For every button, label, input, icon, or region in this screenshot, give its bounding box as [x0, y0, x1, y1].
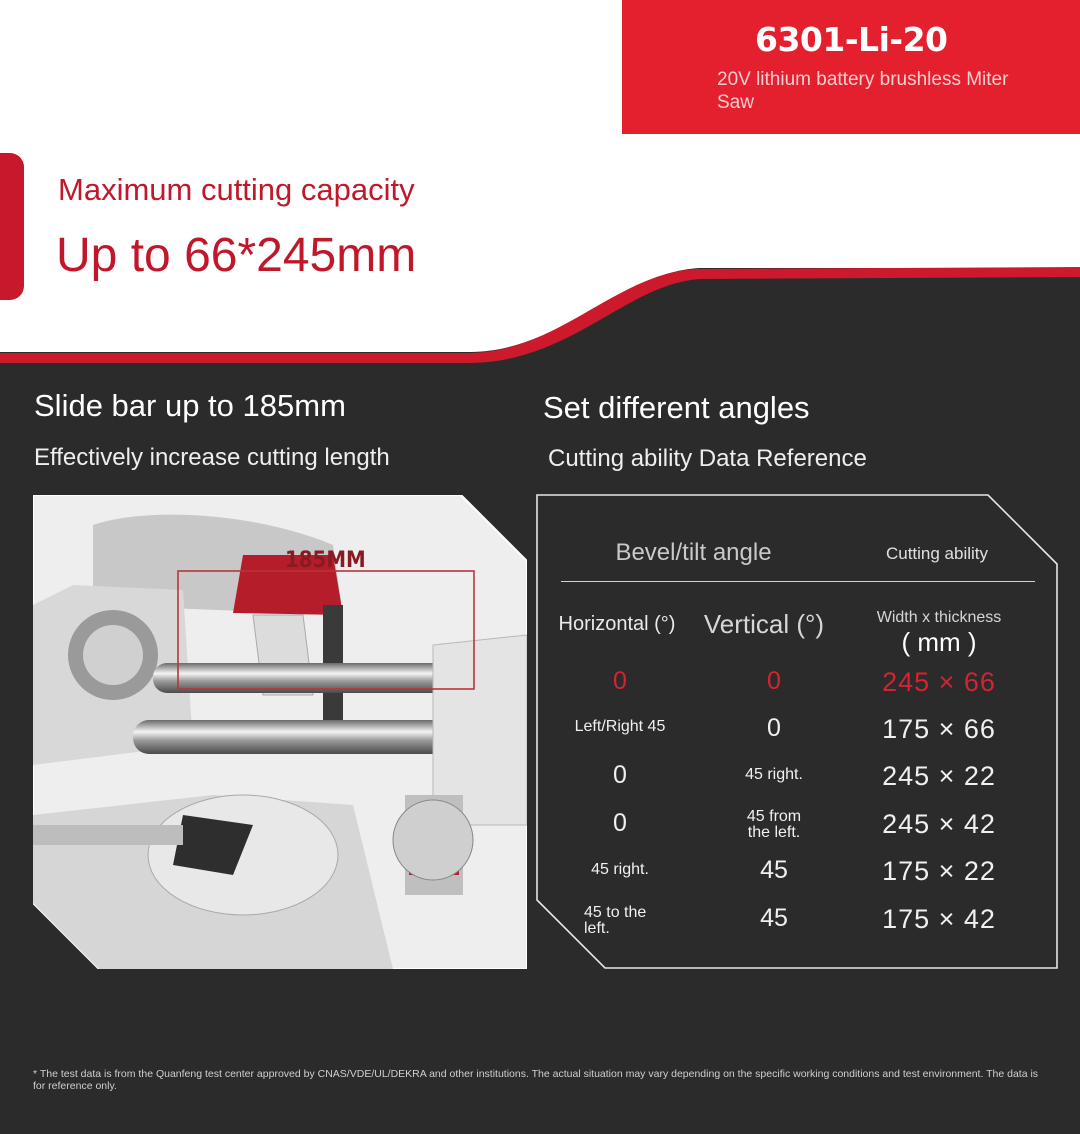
slide-bar-subtitle: Effectively increase cutting length	[34, 444, 390, 471]
cell-horizontal: 45 to the left.	[584, 904, 647, 937]
cell-dimensions: 175 × 22	[882, 856, 996, 886]
cell-horizontal: 0	[613, 809, 627, 837]
footnote: * The test data is from the Quanfeng test center approved by CNAS/VDE/UL/DEKRA and other institutions. The actual situation may vary depending on the specific working conditions and test environment. The data is for reference only.	[33, 1068, 1039, 1092]
capacity-value: Up to 66*245mm	[56, 229, 417, 282]
table-row	[0, 904, 1080, 944]
slide-bar-title: Slide bar up to 185mm	[34, 388, 346, 423]
cell-horizontal: 0	[613, 761, 627, 789]
header-cutting-ability: Cutting ability	[885, 544, 989, 563]
cell-horizontal: Left/Right 45	[574, 718, 666, 735]
angles-title: Set different angles	[543, 390, 810, 425]
cell-horizontal: 45 right.	[591, 861, 649, 878]
table-row	[0, 667, 1080, 707]
cell-dimensions: 245 × 66	[882, 667, 996, 697]
cell-vertical: 45 right.	[745, 766, 803, 783]
slide-measure-label: 185MM	[285, 548, 366, 573]
cell-vertical: 45	[760, 904, 788, 932]
header-divider	[561, 581, 1035, 582]
angles-subtitle: Cutting ability Data Reference	[548, 445, 867, 472]
accent-tab	[0, 153, 24, 300]
table-row	[0, 809, 1080, 849]
column-unit: ( mm )	[901, 627, 977, 657]
cell-vertical: 45	[760, 856, 788, 884]
cell-dimensions: 245 × 42	[882, 809, 996, 839]
header-bevel-angle: Bevel/tilt angle	[615, 539, 772, 566]
model-description: 20V lithium battery brushless Miter Saw	[717, 69, 1009, 113]
cell-vertical: 45 from the left.	[746, 808, 802, 841]
cell-dimensions: 175 × 66	[882, 714, 996, 744]
cell-horizontal: 0	[613, 667, 627, 695]
model-name: 6301-Li-20	[755, 20, 948, 59]
column-width-thickness: Width x thickness	[876, 609, 1002, 626]
table-row	[0, 856, 1080, 896]
cell-dimensions: 245 × 22	[882, 761, 996, 791]
table-row	[0, 761, 1080, 801]
cell-dimensions: 175 × 42	[882, 904, 996, 934]
cell-vertical: 0	[767, 714, 781, 742]
table-row	[0, 714, 1080, 754]
column-vertical: Vertical (°)	[703, 609, 825, 639]
cell-vertical: 0	[767, 667, 781, 695]
column-horizontal: Horizontal (°)	[558, 613, 676, 635]
capacity-label: Maximum cutting capacity	[58, 172, 415, 207]
product-badge	[622, 0, 1080, 134]
